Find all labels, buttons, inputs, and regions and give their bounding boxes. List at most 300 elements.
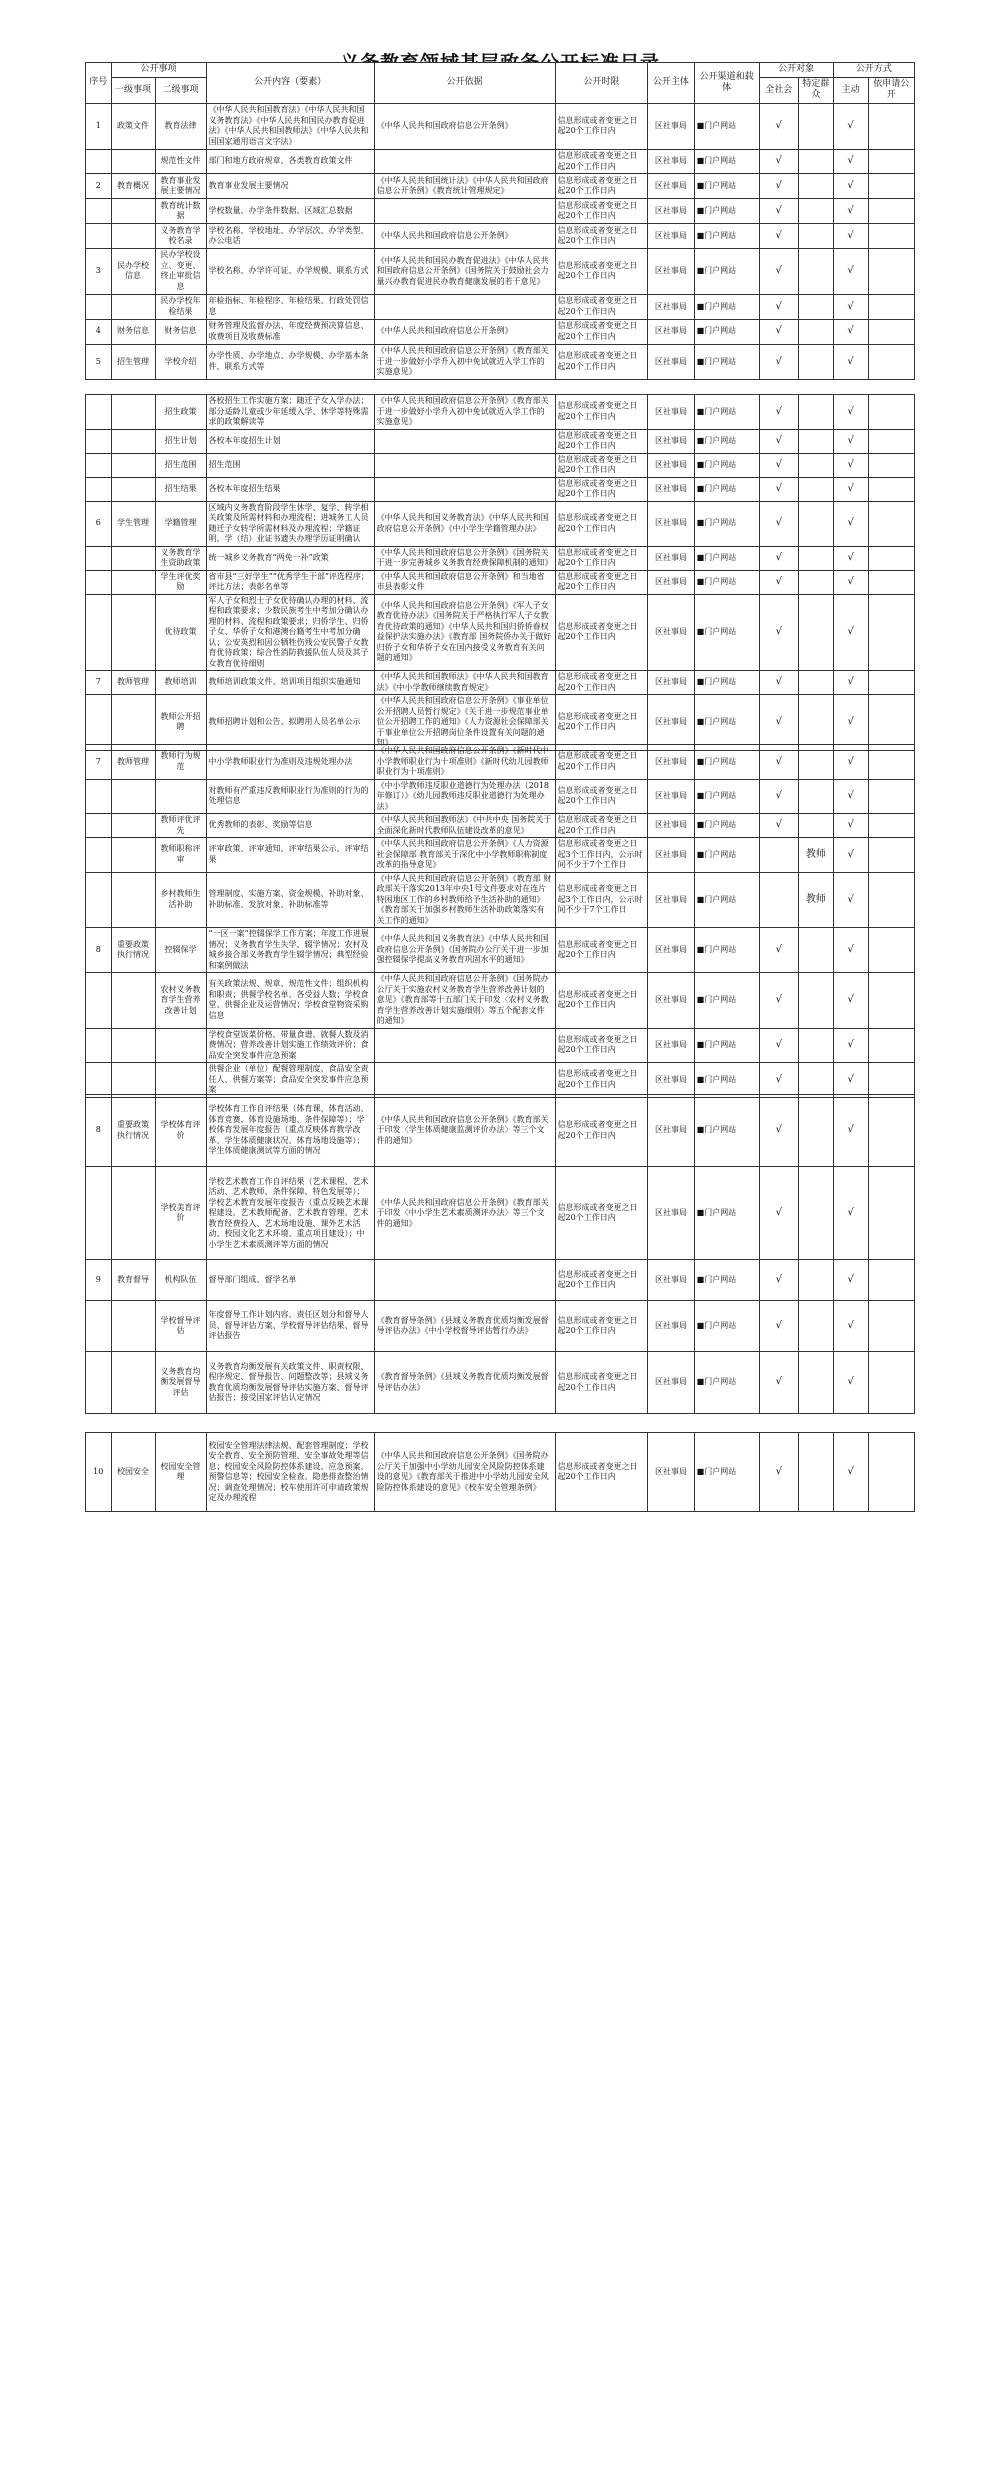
subject-cell: 区社事局	[648, 453, 694, 477]
specific-check	[798, 224, 833, 249]
table-row	[86, 1167, 915, 1260]
channel-cell: ■门户网站	[694, 249, 759, 295]
subject-cell: 区社事局	[648, 1095, 694, 1167]
seq-cell: 8	[86, 1095, 112, 1167]
apply-check	[868, 570, 914, 594]
basis-cell	[374, 149, 555, 174]
specific-check	[798, 1095, 833, 1167]
channel-cell: ■门户网站	[694, 1063, 759, 1098]
table-row	[86, 395, 915, 430]
all-check: √	[759, 570, 798, 594]
basis-cell	[374, 1260, 555, 1301]
all-check: √	[759, 594, 798, 671]
content-cell: 对教师有严重违反教师职业行为准则的行为的处理信息	[206, 779, 374, 814]
seq-cell	[86, 546, 112, 570]
all-check: √	[759, 1167, 798, 1260]
level2-cell: 乡村教师生活补助	[155, 872, 206, 928]
basis-cell	[374, 477, 555, 501]
table-page	[85, 394, 915, 751]
basis-cell: 《中华人民共和国政府信息公开条例》	[374, 103, 555, 149]
channel-cell: ■门户网站	[694, 199, 759, 224]
all-check: √	[759, 103, 798, 149]
subject-cell: 区社事局	[648, 745, 694, 780]
all-check: √	[759, 1260, 798, 1301]
time-cell: 信息形成或者变更之日起20个工作日内	[555, 1028, 648, 1063]
level1-cell: 教育概况	[111, 174, 155, 199]
content-cell: 学校体育工作自评结果（体育课、体育活动、体育竞赛、体育设施场地、条件保障等）；学校体育发展年度报告（重点反映体育教学改革、学生体质健康状况、体育场地设施等）；学生体质健康测试等方面的情况	[206, 1095, 374, 1167]
level2-cell: 校园安全管理	[155, 1433, 206, 1512]
seq-cell: 4	[86, 319, 112, 344]
level2-cell	[155, 1028, 206, 1063]
content-cell: 教育事业发展主要情况	[206, 174, 374, 199]
basis-cell: 《教育督导条例》《县域义务教育优质均衡发展督导评估办法》	[374, 1352, 555, 1414]
channel-cell: ■门户网站	[694, 838, 759, 873]
content-cell: 军人子女和烈士子女优待确认办理的材料、流程和政策要求；少数民族考生中考加分确认办理的材料、流程和政策要求；归侨学生、归侨子女、华侨子女和港澳台籍考生中考加分确认；公安英烈和因公牺牲伤残公安民警子女教育优待政策；综合性消防救援队伍人员及其子女教育优待细则	[206, 594, 374, 671]
channel-cell: ■门户网站	[694, 1433, 759, 1512]
apply-check	[868, 1301, 914, 1352]
subject-cell: 区社事局	[648, 1167, 694, 1260]
content-cell: 供餐企业（单位）配餐管理制度、食品安全责任人、供餐方案等；食品安全突发事件应急预案	[206, 1063, 374, 1098]
all-check: √	[759, 344, 798, 379]
header-subject: 公开主体	[648, 63, 694, 104]
active-check: √	[833, 103, 868, 149]
level1-cell	[111, 149, 155, 174]
content-cell: 招生范围	[206, 453, 374, 477]
active-check: √	[833, 671, 868, 695]
active-check: √	[833, 872, 868, 928]
channel-cell: ■门户网站	[694, 570, 759, 594]
apply-check	[868, 1167, 914, 1260]
active-check: √	[833, 546, 868, 570]
content-cell: 各校本年度招生计划	[206, 429, 374, 453]
table-row	[86, 501, 915, 546]
apply-check	[868, 546, 914, 570]
time-cell: 信息形成或者变更之日起20个工作日内	[555, 1095, 648, 1167]
table-row	[86, 1260, 915, 1301]
apply-check	[868, 671, 914, 695]
channel-cell: ■门户网站	[694, 1260, 759, 1301]
level1-cell: 政策文件	[111, 103, 155, 149]
active-check: √	[833, 1301, 868, 1352]
table-row	[86, 594, 915, 671]
apply-check	[868, 695, 914, 751]
time-cell: 信息形成或者变更之日起20个工作日内	[555, 594, 648, 671]
subject-cell: 区社事局	[648, 149, 694, 174]
specific-check	[798, 973, 833, 1029]
active-check: √	[833, 928, 868, 973]
specific-check	[798, 1433, 833, 1512]
specific-check	[798, 294, 833, 319]
active-check: √	[833, 1433, 868, 1512]
content-cell: 有关政策法规、规章、规范性文件；组织机构和职责；供餐学校名单、各受益人数；学校食堂、供餐企业及运营情况；学校食堂物资采购信息	[206, 973, 374, 1029]
specific-check	[798, 319, 833, 344]
apply-check	[868, 814, 914, 838]
level2-cell: 义务教育学校名录	[155, 224, 206, 249]
table-row	[86, 695, 915, 751]
content-cell: 区域内义务教育阶段学生休学、复学、转学相关政策及所需材料和办理流程；进城务工人员随迁子女转学所需材料及办理流程；学籍证明、学（结）业证书遗失办理学历证明确认	[206, 501, 374, 546]
content-cell: 学校名称、办学许可证、办学规模、联系方式	[206, 249, 374, 295]
basis-cell: 《中华人民共和国统计法》《中华人民共和国政府信息公开条例》《教育统计管理规定》	[374, 174, 555, 199]
channel-cell: ■门户网站	[694, 429, 759, 453]
content-cell: 学校名称、学校地址、办学层次、办学类型、办公电话	[206, 224, 374, 249]
specific-check	[798, 1352, 833, 1414]
all-check: √	[759, 249, 798, 295]
basis-cell: 《中华人民共和国政府信息公开条例》《事业单位公开招聘人员暂行规定》《关于进一步规范事业单位公开招聘工作的通知》《人力资源社会保障部关于事业单位公开招聘岗位条件设置有关问题的通知》	[374, 695, 555, 751]
all-check: √	[759, 294, 798, 319]
content-cell: 校园安全管理法律法规、配套管理制度；学校安全教育、安全预防管理、安全事故处理等信息；校园安全风险防控体系建设、应急预案、预警信息等；校园安全检查、隐患排查整治情况；调查处理情况；校车使用许可申请政策规定及办理流程	[206, 1433, 374, 1512]
seq-cell: 5	[86, 344, 112, 379]
table-page	[85, 744, 915, 1098]
active-check: √	[833, 594, 868, 671]
seq-cell	[86, 199, 112, 224]
seq-cell	[86, 149, 112, 174]
subject-cell: 区社事局	[648, 695, 694, 751]
level2-cell: 招生结果	[155, 477, 206, 501]
apply-check	[868, 149, 915, 174]
apply-check	[868, 1433, 914, 1512]
content-cell: 省市县“三好学生”“优秀学生干部”评选程序；评比方法；表彰名单等	[206, 570, 374, 594]
basis-cell: 《中华人民共和国政府信息公开条例》《国务院关于进一步完善城乡义务教育经费保障机制的通知》	[374, 546, 555, 570]
seq-cell: 1	[86, 103, 112, 149]
table-row	[86, 928, 915, 973]
subject-cell: 区社事局	[648, 1260, 694, 1301]
subject-cell: 区社事局	[648, 429, 694, 453]
all-check: √	[759, 1028, 798, 1063]
all-check: √	[759, 1095, 798, 1167]
active-check: √	[833, 745, 868, 780]
subject-cell: 区社事局	[648, 594, 694, 671]
subject-cell: 区社事局	[648, 1433, 694, 1512]
time-cell: 信息形成或者变更之日起20个工作日内	[555, 319, 648, 344]
level1-cell: 重要政策执行情况	[111, 1095, 155, 1167]
time-cell: 信息形成或者变更之日起20个工作日内	[555, 671, 648, 695]
table-row	[86, 973, 915, 1029]
table-row	[86, 249, 915, 295]
channel-cell: ■门户网站	[694, 344, 759, 379]
all-check: √	[759, 319, 798, 344]
all-check: √	[759, 501, 798, 546]
header-level2: 二级事项	[155, 77, 206, 103]
specific-check	[798, 249, 833, 295]
apply-check	[868, 973, 914, 1029]
level1-cell	[111, 1352, 155, 1414]
seq-cell: 7	[86, 671, 112, 695]
table-row	[86, 174, 915, 199]
seq-cell	[86, 429, 112, 453]
active-check: √	[833, 174, 868, 199]
seq-cell	[86, 224, 112, 249]
time-cell: 信息形成或者变更之日起20个工作日内	[555, 1433, 648, 1512]
apply-check	[868, 779, 914, 814]
seq-cell	[86, 477, 112, 501]
table-row	[86, 1433, 915, 1512]
apply-check	[868, 294, 915, 319]
apply-check	[868, 501, 914, 546]
level2-cell: 教师评优评先	[155, 814, 206, 838]
subject-cell: 区社事局	[648, 1028, 694, 1063]
basis-cell: 《中华人民共和国政府信息公开条例》	[374, 319, 555, 344]
level1-cell	[111, 695, 155, 751]
time-cell: 信息形成或者变更之日起20个工作日内	[555, 1063, 648, 1098]
level1-cell	[111, 973, 155, 1029]
seq-cell: 6	[86, 501, 112, 546]
level2-cell: 学籍管理	[155, 501, 206, 546]
table-row	[86, 199, 915, 224]
level1-cell: 校园安全	[111, 1433, 155, 1512]
subject-cell: 区社事局	[648, 546, 694, 570]
subject-cell: 区社事局	[648, 570, 694, 594]
specific-check	[798, 928, 833, 973]
content-cell: 办学性质、办学地点、办学规模、办学基本条件、联系方式等	[206, 344, 374, 379]
level2-cell: 义务教育均衡发展督导评估	[155, 1352, 206, 1414]
level2-cell: 教师培训	[155, 671, 206, 695]
seq-cell	[86, 453, 112, 477]
time-cell: 信息形成或者变更之日起20个工作日内	[555, 429, 648, 453]
table-row	[86, 294, 915, 319]
all-check: √	[759, 224, 798, 249]
subject-cell: 区社事局	[648, 174, 694, 199]
time-cell: 信息形成或者变更之日起20个工作日内	[555, 344, 648, 379]
table-row	[86, 838, 915, 873]
seq-cell	[86, 1301, 112, 1352]
catalog-table	[85, 744, 915, 1098]
specific-check	[798, 745, 833, 780]
subject-cell: 区社事局	[648, 973, 694, 1029]
channel-cell: ■门户网站	[694, 103, 759, 149]
apply-check	[868, 1260, 914, 1301]
time-cell: 信息形成或者变更之日起20个工作日内	[555, 249, 648, 295]
basis-cell: 《中华人民共和国政府信息公开条例》《军人子女教育优待办法》《国务院关于严格执行军人子女教育优待政策的通知》《中华人民共和国归侨侨眷权益保护法实施办法》《教育部 国务院侨办关于做好归侨子女和华侨子女在国内接受义务教育有关问题的通知》	[374, 594, 555, 671]
all-check: √	[759, 546, 798, 570]
channel-cell: ■门户网站	[694, 1028, 759, 1063]
level1-cell	[111, 294, 155, 319]
seq-cell: 8	[86, 928, 112, 973]
apply-check	[868, 1352, 914, 1414]
basis-cell: 《中华人民共和国教师法》《中华人民共和国教育法》《中小学教师继续教育规定》	[374, 671, 555, 695]
all-check: √	[759, 1433, 798, 1512]
level2-cell: 民办学校设立、变更、终止审批信息	[155, 249, 206, 295]
time-cell: 信息形成或者变更之日起20个工作日内	[555, 294, 648, 319]
subject-cell: 区社事局	[648, 671, 694, 695]
level1-cell: 重要政策执行情况	[111, 928, 155, 973]
level1-cell	[111, 872, 155, 928]
seq-cell	[86, 973, 112, 1029]
table-row	[86, 453, 915, 477]
apply-check	[868, 103, 915, 149]
subject-cell: 区社事局	[648, 814, 694, 838]
level2-cell: 优待政策	[155, 594, 206, 671]
time-cell: 信息形成或者变更之日起20个工作日内	[555, 546, 648, 570]
seq-cell: 7	[86, 745, 112, 780]
seq-cell	[86, 695, 112, 751]
time-cell: 信息形成或者变更之日起20个工作日内	[555, 149, 648, 174]
active-check: √	[833, 1352, 868, 1414]
basis-cell	[374, 1063, 555, 1098]
subject-cell: 区社事局	[648, 477, 694, 501]
active-check: √	[833, 224, 868, 249]
apply-check	[868, 745, 914, 780]
apply-check	[868, 395, 914, 430]
channel-cell: ■门户网站	[694, 477, 759, 501]
specific-check	[798, 671, 833, 695]
level1-cell	[111, 838, 155, 873]
table-row	[86, 477, 915, 501]
level2-cell: 招生政策	[155, 395, 206, 430]
channel-cell: ■门户网站	[694, 546, 759, 570]
all-check: √	[759, 395, 798, 430]
basis-cell	[374, 1028, 555, 1063]
all-check	[759, 872, 798, 928]
active-check: √	[833, 319, 868, 344]
level1-cell	[111, 477, 155, 501]
level2-cell: 招生范围	[155, 453, 206, 477]
content-cell: 《中华人民共和国教育法》《中华人民共和国义务教育法》《中华人民共和国民办教育促进法》《中华人民共和国教师法》《中华人民共和国国家通用语言文字法》	[206, 103, 374, 149]
level1-cell: 教师管理	[111, 745, 155, 780]
seq-cell	[86, 1063, 112, 1098]
table-row	[86, 570, 915, 594]
subject-cell: 区社事局	[648, 928, 694, 973]
all-check: √	[759, 928, 798, 973]
channel-cell: ■门户网站	[694, 174, 759, 199]
specific-check	[798, 1260, 833, 1301]
channel-cell: ■门户网站	[694, 695, 759, 751]
basis-cell	[374, 294, 555, 319]
catalog-table	[85, 394, 915, 751]
channel-cell: ■门户网站	[694, 973, 759, 1029]
time-cell: 信息形成或者变更之日起3个工作日内，公示时间不少于7个工作日	[555, 872, 648, 928]
time-cell: 信息形成或者变更之日起20个工作日内	[555, 1167, 648, 1260]
header-content: 公开内容（要素）	[206, 63, 374, 104]
channel-cell: ■门户网站	[694, 779, 759, 814]
subject-cell: 区社事局	[648, 319, 694, 344]
seq-cell	[86, 814, 112, 838]
seq-cell	[86, 838, 112, 873]
active-check: √	[833, 501, 868, 546]
seq-cell	[86, 294, 112, 319]
all-check: √	[759, 149, 798, 174]
time-cell: 信息形成或者变更之日起20个工作日内	[555, 1260, 648, 1301]
channel-cell: ■门户网站	[694, 395, 759, 430]
level2-cell: 民办学校年检结果	[155, 294, 206, 319]
header-seq: 序号	[86, 63, 112, 104]
time-cell: 信息形成或者变更之日起20个工作日内	[555, 174, 648, 199]
time-cell: 信息形成或者变更之日起20个工作日内	[555, 1352, 648, 1414]
level2-cell: 教育事业发展主要情况	[155, 174, 206, 199]
basis-cell: 《中华人民共和国政府信息公开条例》和当地省市县表彰文件	[374, 570, 555, 594]
time-cell: 信息形成或者变更之日起20个工作日内	[555, 501, 648, 546]
subject-cell: 区社事局	[648, 838, 694, 873]
specific-check: 教师	[798, 872, 833, 928]
basis-cell: 《中华人民共和国教师法》《中共中央 国务院关于全面深化新时代教师队伍建设改革的意见》	[374, 814, 555, 838]
basis-cell: 《中华人民共和国义务教育法》《中华人民共和国政府信息公开条例》《中小学生学籍管理办法》	[374, 501, 555, 546]
table-row	[86, 1063, 915, 1098]
time-cell: 信息形成或者变更之日起20个工作日内	[555, 453, 648, 477]
basis-cell	[374, 199, 555, 224]
specific-check	[798, 429, 833, 453]
level2-cell: 学校美育评价	[155, 1167, 206, 1260]
all-check: √	[759, 973, 798, 1029]
content-cell: 学校食堂饭菜价格、带量食谱、就餐人数及消费情况；营养改善计划实施工作绩效评价；食品安全突发事件应急预案	[206, 1028, 374, 1063]
table-row	[86, 814, 915, 838]
specific-check	[798, 570, 833, 594]
content-cell: 财务管理及监督办法、年度经费预决算信息、收费项目及收费标准	[206, 319, 374, 344]
active-check: √	[833, 838, 868, 873]
subject-cell: 区社事局	[648, 1301, 694, 1352]
channel-cell: ■门户网站	[694, 745, 759, 780]
channel-cell: ■门户网站	[694, 453, 759, 477]
channel-cell: ■门户网站	[694, 1352, 759, 1414]
all-check: √	[759, 745, 798, 780]
channel-cell: ■门户网站	[694, 872, 759, 928]
subject-cell: 区社事局	[648, 294, 694, 319]
catalog-table	[85, 1432, 915, 1512]
time-cell: 信息形成或者变更之日起20个工作日内	[555, 695, 648, 751]
time-cell: 信息形成或者变更之日起20个工作日内	[555, 570, 648, 594]
level1-cell	[111, 1167, 155, 1260]
level1-cell: 财务信息	[111, 319, 155, 344]
content-cell: 评审政策、评审通知、评审结果公示、评审结果	[206, 838, 374, 873]
table-row	[86, 149, 915, 174]
active-check: √	[833, 344, 868, 379]
basis-cell: 《中华人民共和国政府信息公开条例》	[374, 224, 555, 249]
apply-check	[868, 1028, 914, 1063]
table-row	[86, 224, 915, 249]
header-specific: 特定群众	[798, 77, 833, 103]
subject-cell: 区社事局	[648, 344, 694, 379]
all-check: √	[759, 429, 798, 453]
time-cell: 信息形成或者变更之日起20个工作日内	[555, 224, 648, 249]
apply-check	[868, 1095, 914, 1167]
basis-cell: 《中华人民共和国政府信息公开条例》《新时代中小学教师职业行为十项准则》《新时代幼儿园教师职业行为十项准则》	[374, 745, 555, 780]
seq-cell: 9	[86, 1260, 112, 1301]
channel-cell: ■门户网站	[694, 1301, 759, 1352]
active-check: √	[833, 1167, 868, 1260]
basis-cell: 《中华人民共和国政府信息公开条例》《教育部关于进一步做好小学升入初中免试就近入学工作的实施意见》	[374, 395, 555, 430]
level2-cell: 教师行为规范	[155, 745, 206, 780]
specific-check	[798, 453, 833, 477]
level1-cell	[111, 594, 155, 671]
header-level1: 一级事项	[111, 77, 155, 103]
subject-cell: 区社事局	[648, 249, 694, 295]
specific-check	[798, 1167, 833, 1260]
content-cell: 学校艺术教育工作自评结果（艺术课程、艺术活动、艺术教师、条件保障、特色发展等）；学校艺术教育发展年度报告（重点反映艺术课程建设、艺术教师配备、艺术教育管理、艺术教育经费投入、艺术场地设施、课外艺术活动、校园文化艺术环境、重点项目建设）；中小学生艺术素质测评等方面的情况	[206, 1167, 374, 1260]
level2-cell: 规范性文件	[155, 149, 206, 174]
channel-cell: ■门户网站	[694, 928, 759, 973]
content-cell: 义务教育均衡发展有关政策文件、职责权限、程序规定、督导报告、问题整改等；县域义务教育优质均衡发展督导评估实施方案、督导评估报告；接受国家评估认定情况	[206, 1352, 374, 1414]
all-check: √	[759, 1063, 798, 1098]
level2-cell: 机构队伍	[155, 1260, 206, 1301]
subject-cell: 区社事局	[648, 103, 694, 149]
content-cell: 统一城乡义务教育“两免一补”政策	[206, 546, 374, 570]
apply-check	[868, 594, 914, 671]
specific-check: 教师	[798, 838, 833, 873]
all-check: √	[759, 199, 798, 224]
time-cell: 信息形成或者变更之日起20个工作日内	[555, 103, 648, 149]
all-check: √	[759, 1352, 798, 1414]
time-cell: 信息形成或者变更之日起20个工作日内	[555, 973, 648, 1029]
catalog-table	[85, 62, 915, 380]
subject-cell: 区社事局	[648, 1352, 694, 1414]
all-check	[759, 838, 798, 873]
channel-cell: ■门户网站	[694, 501, 759, 546]
active-check: √	[833, 199, 868, 224]
specific-check	[798, 149, 833, 174]
active-check: √	[833, 453, 868, 477]
specific-check	[798, 1063, 833, 1098]
basis-cell	[374, 429, 555, 453]
level1-cell	[111, 546, 155, 570]
subject-cell: 区社事局	[648, 501, 694, 546]
